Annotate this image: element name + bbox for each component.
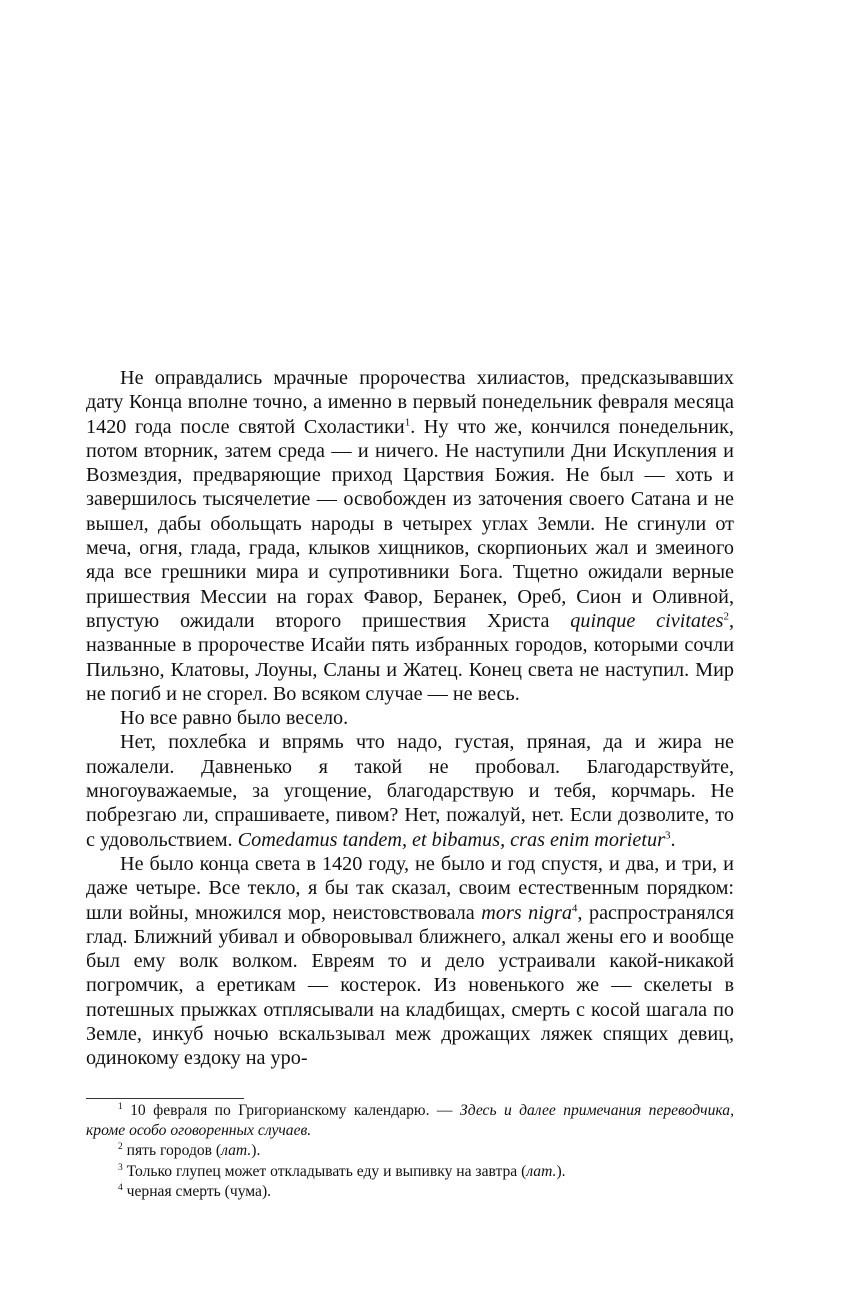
footnote: [86, 1182, 734, 1202]
text-run: . Ну что же, кончился понедельник, потом вторник, затем среда — и ничего. Не наступили Дни Искупления и Возмездия, предваряющие приход Царствия Божия. Не был — хоть и завершилось тысячелетие — освобожден из заточения своего Сатана и не вышел, дабы обольщать народы в четырех углах Земли. Не сгинули от меча, огня, глада, града, клыков хищников, скорпионьих жал и змеиного яда все грешники мира и супротивники Бога. Тщетно ожидали верные пришествия Мессии на горах Фавор, Беранек, Ореб, Сион и Оливной, впустую ожидали второго пришествия Христа: [86, 415, 734, 632]
footnote-number: 3: [118, 1162, 123, 1173]
text-run: .: [670, 828, 676, 851]
footnotes: [86, 1101, 734, 1202]
text-run: , названные в пророчестве Исайи пять избранных городов, которыми сочли Пильзно, Клатовы, Лоуны, Сланы и Жатец. Конец света не наступил. Мир не погиб и не сгорел. Во всяком случае — не весь.: [86, 609, 734, 705]
text-run: Нет, похлебка и впрямь что надо, густая, пряная, да и жира не пожалели. Давненько я такой не пробовал. Благодарствуйте, многоуважаемые, за угощение, благодарствую и тебя, корчмарь. Не побрезгаю ли, спрашиваете, пивом? Нет, пожалуй, нет. Если дозволите, то с удовольствием.: [86, 731, 734, 851]
italic-latin: mors nigra: [481, 901, 572, 924]
footnote: [86, 1162, 734, 1182]
footnote-italic: лат.: [526, 1162, 557, 1180]
text-run: Не было конца света в 1420 году, не было и год спустя, и два, и три, и даже четыре. Все текло, я бы так сказал, своим естественным порядком: шли войны, множился мор, неистовствовала: [86, 852, 734, 924]
footnote-ref[interactable]: 1: [404, 415, 411, 428]
footnote-ref[interactable]: 3: [664, 828, 671, 841]
footnote-italic: лат.: [221, 1142, 252, 1160]
paragraph: Но все равно было весело.: [120, 707, 349, 730]
paragraph: [86, 852, 734, 1071]
footnote-text: Только глупец может откладывать еду и выпивку на завтра (: [122, 1162, 527, 1180]
text-run: , распространялся глад. Ближний убивал и обворовывал ближнего, алкал жены его и вообще был ему волк волком. Евреям то и дело устраивали какой-никакой погромчик, а еретикам — костерок. Из новенького же — скелеты в потешных прыжках отплясывали на кладбищах, смерть с косой шагала по Земле, инкуб ночью вскальзывал меж дрожащих ляжек спящих девиц, одинокому ездоку на уро-: [86, 901, 734, 1070]
paragraph: [86, 730, 734, 851]
footnote-text: пять городов (: [122, 1142, 222, 1160]
paragraph: [86, 366, 734, 706]
italic-latin: Comedamus tandem, et bibamus, cras enim morietur: [237, 828, 665, 851]
footnote-number: 2: [118, 1142, 123, 1153]
main-text: [86, 366, 734, 1071]
footnote-ref[interactable]: 2: [723, 610, 729, 623]
text-run: Не оправдались мрачные пророчества хилиастов, предсказывавших дату Конца вполне точно, а именно в первый понедельник февраля месяца 1420 года после святой Схоластики: [86, 367, 734, 438]
footnote-number: 1: [118, 1101, 123, 1112]
footnote-number: 4: [118, 1182, 123, 1193]
footnote: [86, 1141, 734, 1161]
footnote-ref[interactable]: 4: [571, 901, 578, 914]
footnote-text: черная смерть (чума).: [122, 1182, 272, 1200]
footnote-divider: [86, 1098, 244, 1099]
footnote: [86, 1101, 734, 1141]
italic-latin: quinque civitates: [570, 609, 724, 632]
footnote-text: ).: [251, 1142, 261, 1160]
footnote-text: 10 февраля по Григорианскому календарю. —: [122, 1102, 460, 1119]
footnote-text: ).: [556, 1162, 566, 1180]
footnote-italic: Здесь и далее примечания переводчика, кроме особо оговоренных случаев.: [86, 1102, 734, 1140]
